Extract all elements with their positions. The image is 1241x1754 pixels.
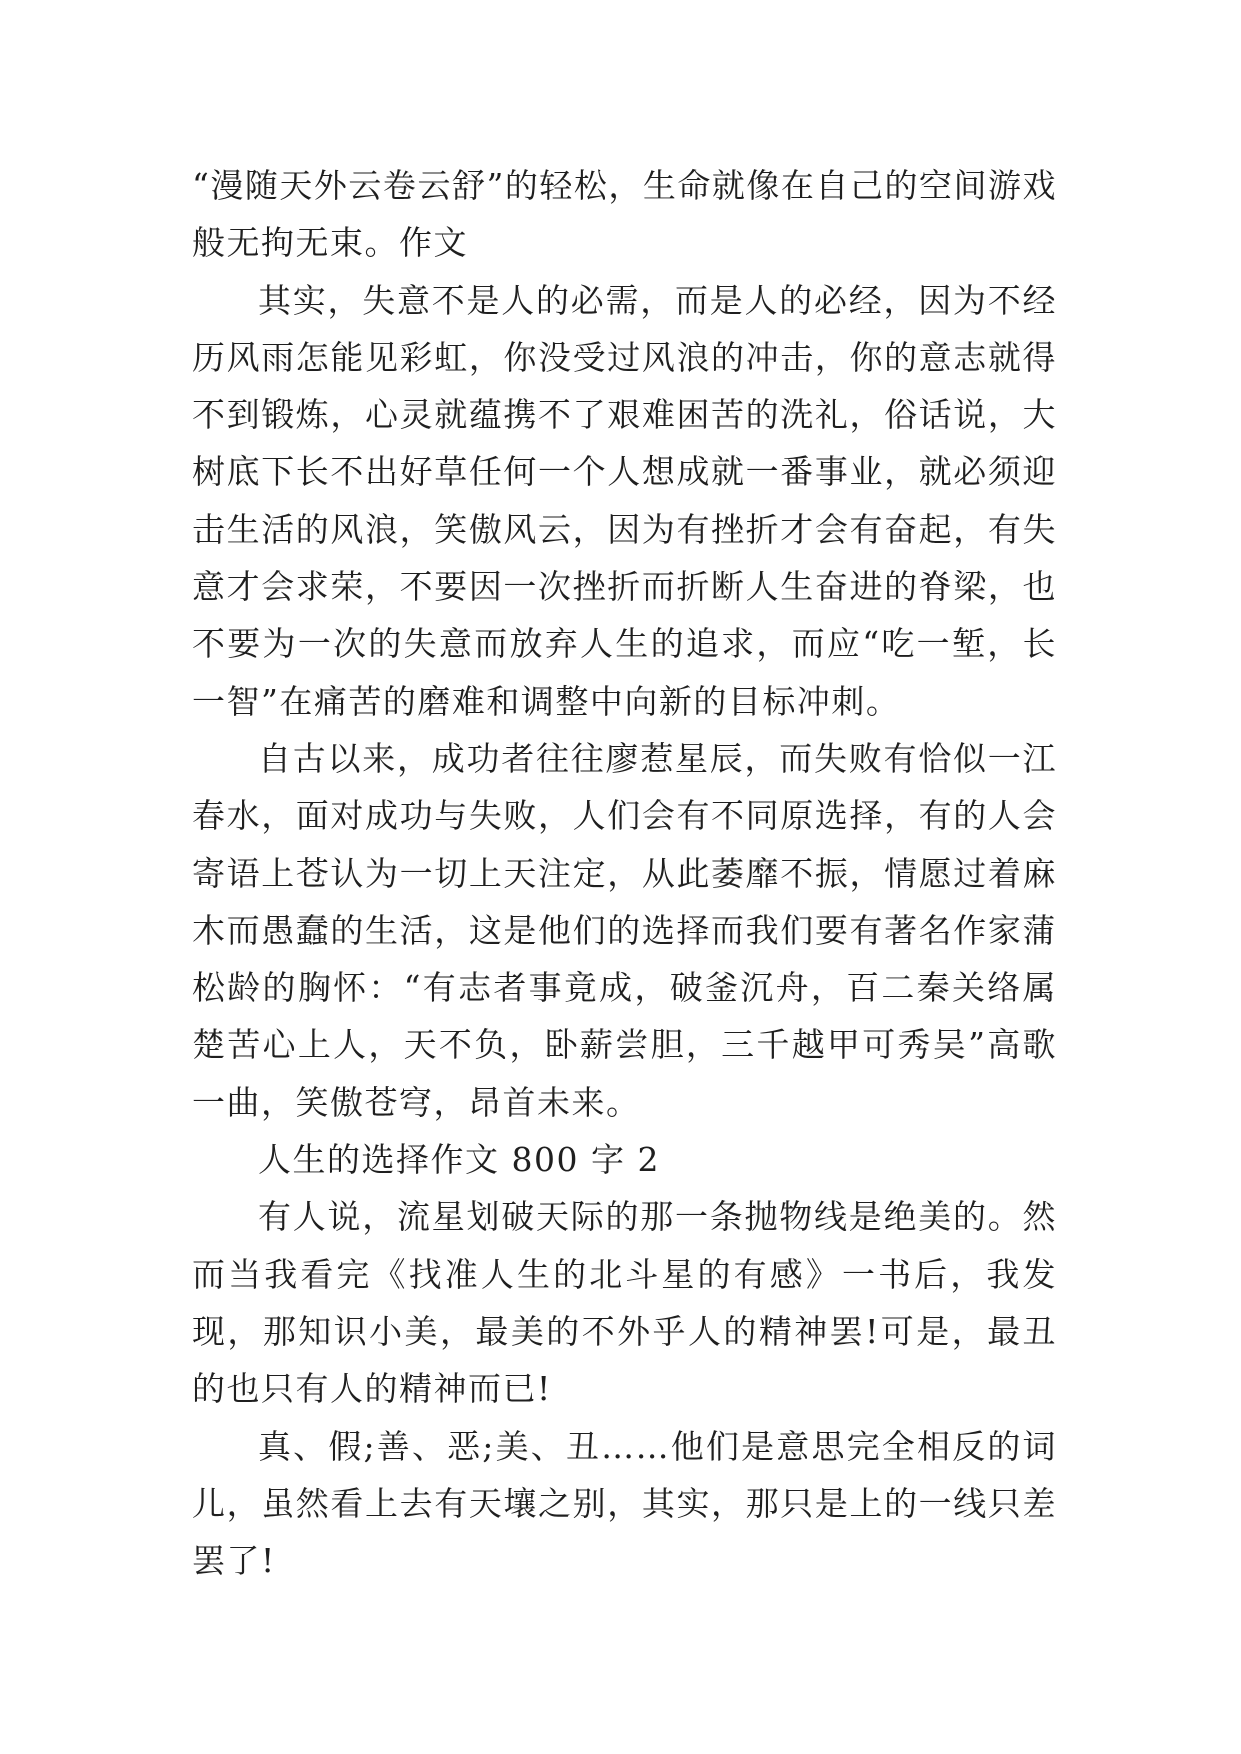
paragraph: 真、假;善、恶;美、丑……他们是意思完全相反的词儿，虽然看上去有天壤之别，其实，那只是上的一线只差罢了! bbox=[192, 1426, 1057, 1581]
section-heading: 人生的选择作文 800 字 2 bbox=[258, 1140, 660, 1180]
paragraph: 有人说，流星划破天际的那一条抛物线是绝美的。然而当我看完《找准人生的北斗星的有感》一书后，我发现，那知识小美，最美的不外乎人的精神罢!可是，最丑的也只有人的精神而已! bbox=[192, 1197, 1057, 1409]
document-body bbox=[192, 157, 1057, 1589]
paragraph: “漫随天外云卷云舒”的轻松，生命就像在自己的空间游戏般无拘无束。作文 bbox=[192, 166, 1057, 263]
paragraph: 其实，失意不是人的必需，而是人的必经，因为不经历风雨怎能见彩虹，你没受过风浪的冲击，你的意志就得不到锻炼，心灵就蕴携不了艰难困苦的洗礼，俗话说，大树底下长不出好草任何一个人想成就一番事业，就必须迎击生活的风浪，笑傲风云，因为有挫折才会有奋起，有失意才会求荣，不要因一次挫折而折断人生奋进的脊梁，也不要为一次的失意而放弃人生的追求，而应“吃一堑，长一智”在痛苦的磨难和调整中向新的目标冲刺。 bbox=[192, 280, 1057, 721]
paragraph: 自古以来，成功者往往廖惹星辰，而失败有恰似一江春水，面对成功与失败，人们会有不同原选择，有的人会寄语上苍认为一切上天注定，从此萎靡不振，情愿过着麻木而愚蠢的生活，这是他们的选择而我们要有著名作家蒲松龄的胸怀：“有志者事竟成，破釜沉舟，百二秦关络属楚苦心上人，天不负，卧薪尝胆，三千越甲可秀吴”高歌一曲，笑傲苍穹，昂首未来。 bbox=[192, 738, 1057, 1122]
